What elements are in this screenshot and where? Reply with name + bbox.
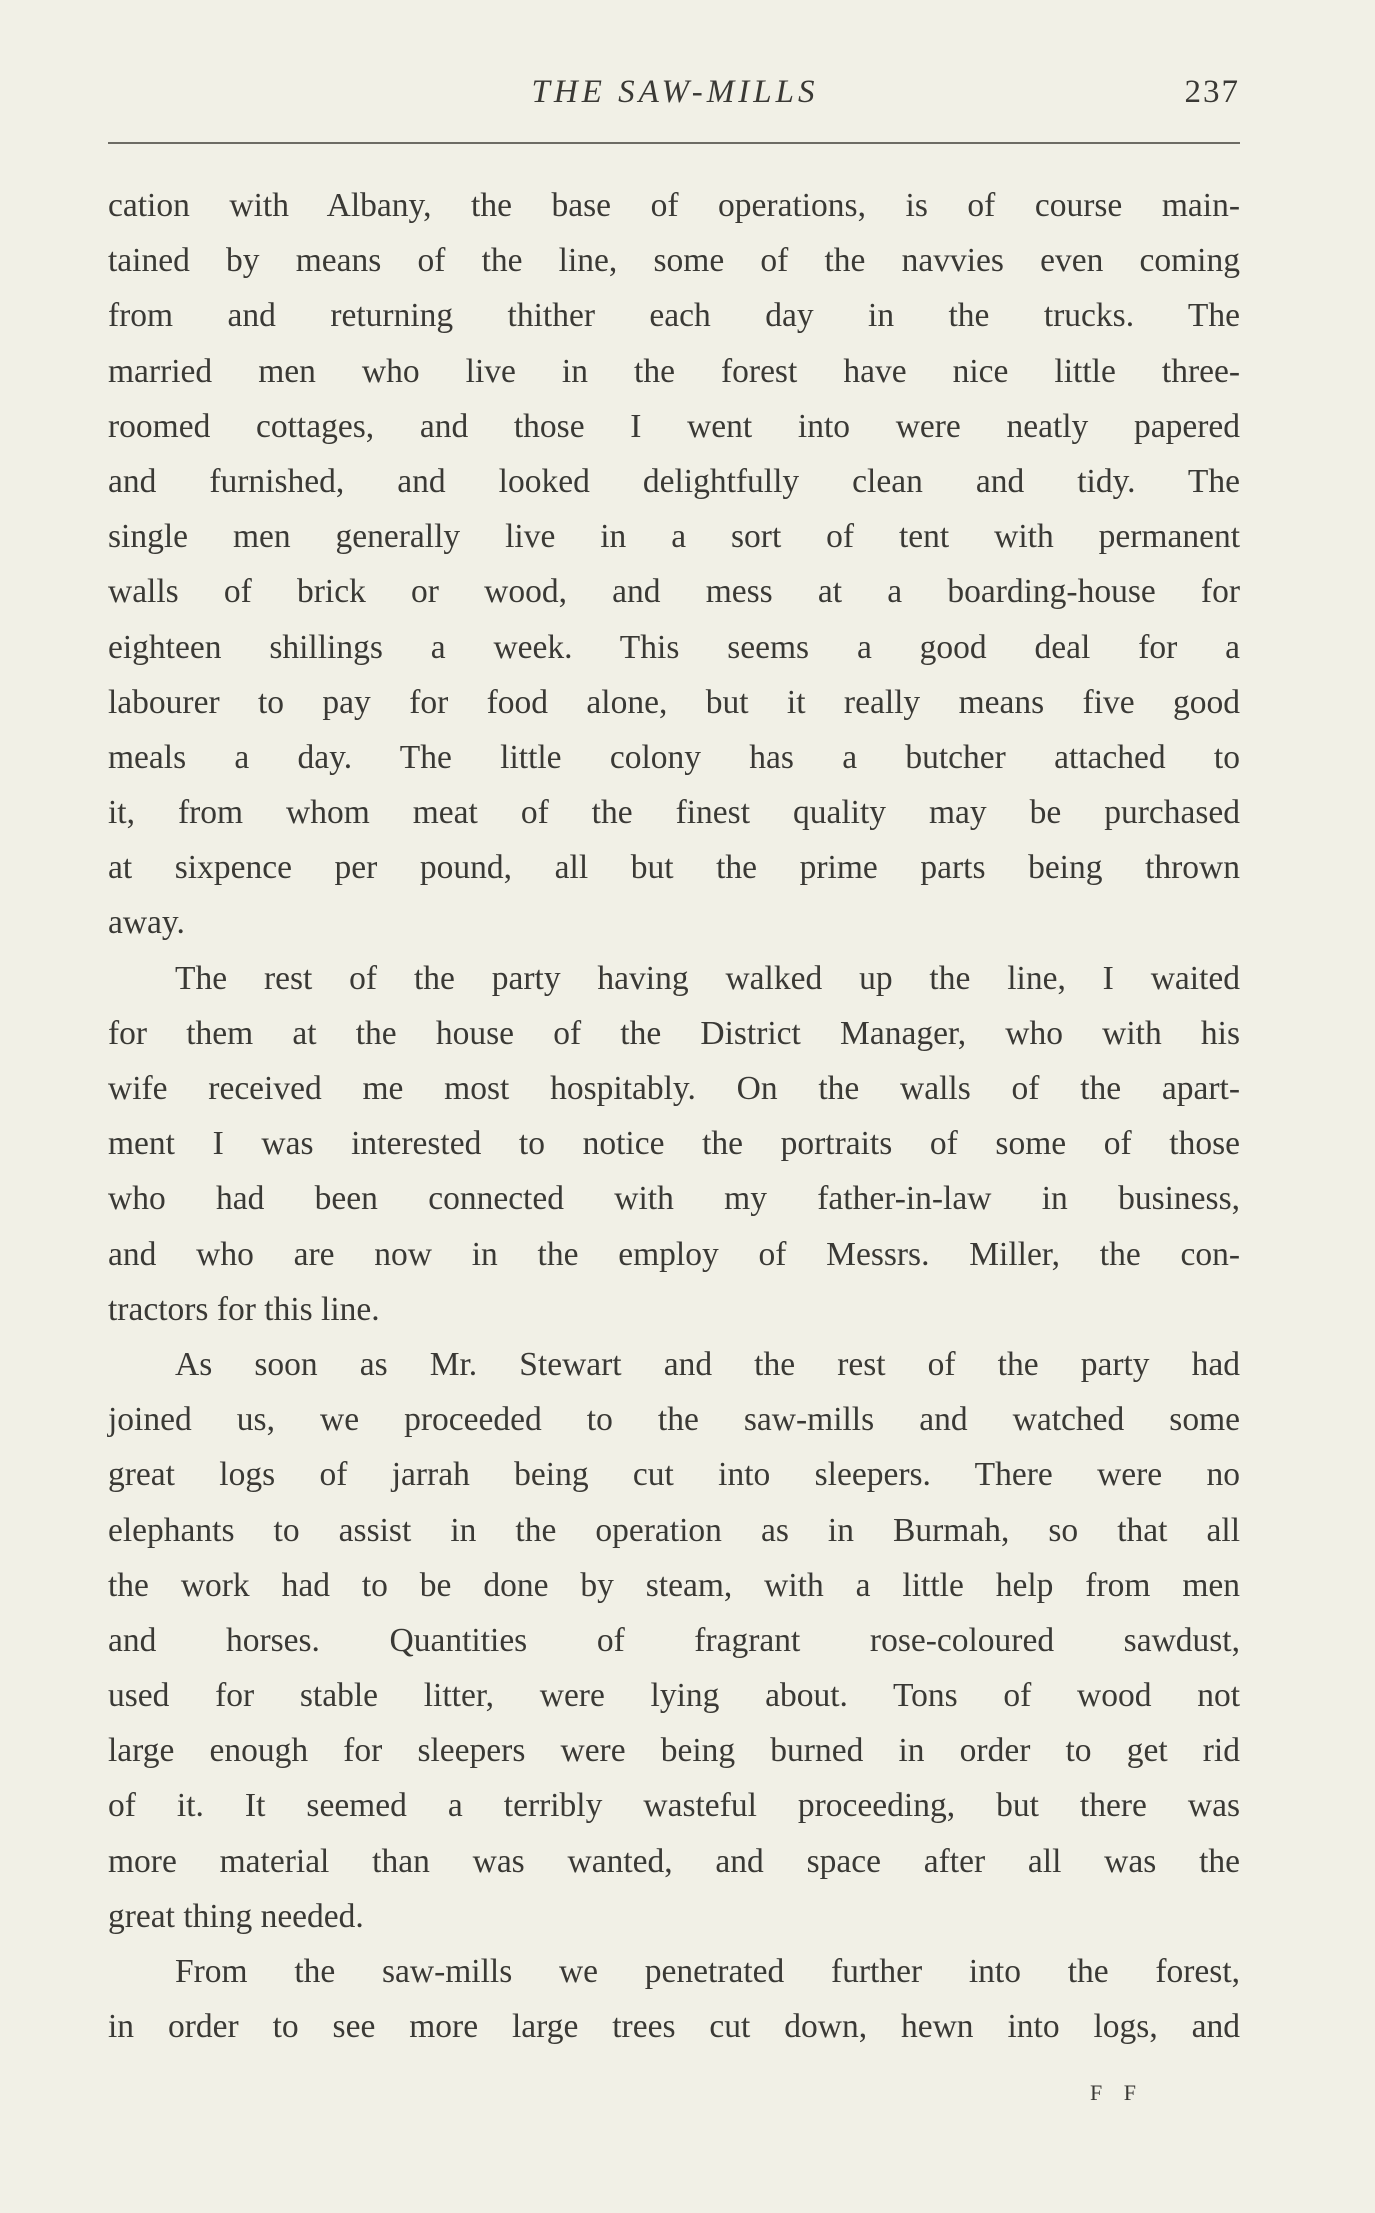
text-line: and furnished, and looked delightfully clean and tidy. The — [108, 462, 1240, 500]
text-line: great logs of jarrah being cut into sleepers. There were no — [108, 1456, 1240, 1494]
text-line: joined us, we proceeded to the saw-mills and watched some — [108, 1401, 1240, 1439]
text-line: tractors for this line. — [108, 1290, 380, 1328]
text-line: at sixpence per pound, all but the prime parts being thrown — [108, 849, 1240, 887]
text-line: labourer to pay for food alone, but it really means five good — [108, 683, 1240, 721]
paragraph-start-line: As soon as Mr. Stewart and the rest of the party had — [175, 1345, 1240, 1383]
running-title: THE SAW-MILLS — [531, 74, 819, 110]
body-text — [108, 178, 1240, 2054]
text-line: cation with Albany, the base of operations, is of course main- — [108, 187, 1240, 224]
text-line: wife received me most hospitably. On the walls of the apart- — [108, 1070, 1240, 1107]
page-number: 237 — [1184, 74, 1240, 110]
text-line: the work had to be done by steam, with a little help from men — [108, 1566, 1240, 1604]
text-line: meals a day. The little colony has a butcher attached to — [108, 738, 1240, 776]
text-line: large enough for sleepers were being burned in order to get rid — [108, 1732, 1240, 1770]
text-line: more material than was wanted, and space after all was the — [108, 1842, 1240, 1880]
text-line: from and returning thither each day in the trucks. The — [108, 297, 1240, 335]
text-line: of it. It seemed a terribly wasteful proceeding, but there was — [108, 1787, 1240, 1825]
paragraph-start-line: From the saw-mills we penetrated further into the forest, — [175, 1953, 1240, 1990]
text-line: and horses. Quantities of fragrant rose-coloured sawdust, — [108, 1621, 1240, 1659]
text-line: roomed cottages, and those I went into were neatly papered — [108, 407, 1240, 445]
signature-mark: F F — [1090, 2080, 1144, 2105]
text-line: tained by means of the line, some of the navvies even coming — [108, 242, 1240, 280]
text-line: single men generally live in a sort of tent with permanent — [108, 518, 1240, 556]
text-line: used for stable litter, were lying about. Tons of wood not — [108, 1677, 1240, 1715]
text-line: who had been connected with my father-in-law in business, — [108, 1180, 1240, 1218]
header-rule — [108, 142, 1240, 144]
text-line: married men who live in the forest have nice little three- — [108, 352, 1240, 390]
paragraph-start-line: The rest of the party having walked up the line, I waited — [175, 959, 1240, 997]
text-line: ment I was interested to notice the portraits of some of those — [108, 1125, 1240, 1163]
text-line: it, from whom meat of the finest quality may be purchased — [108, 794, 1240, 832]
text-line: eighteen shillings a week. This seems a good deal for a — [108, 628, 1240, 666]
text-line: walls of brick or wood, and mess at a boarding-house for — [108, 573, 1240, 611]
text-line: elephants to assist in the operation as in Burmah, so that all — [108, 1511, 1240, 1549]
text-line: in order to see more large trees cut down, hewn into logs, and — [108, 2008, 1240, 2046]
text-line: for them at the house of the District Manager, who with his — [108, 1014, 1240, 1052]
text-line: away. — [108, 904, 185, 942]
text-line: and who are now in the employ of Messrs. Miller, the con- — [108, 1235, 1240, 1273]
text-line: great thing needed. — [108, 1897, 364, 1935]
running-head — [110, 72, 1240, 122]
